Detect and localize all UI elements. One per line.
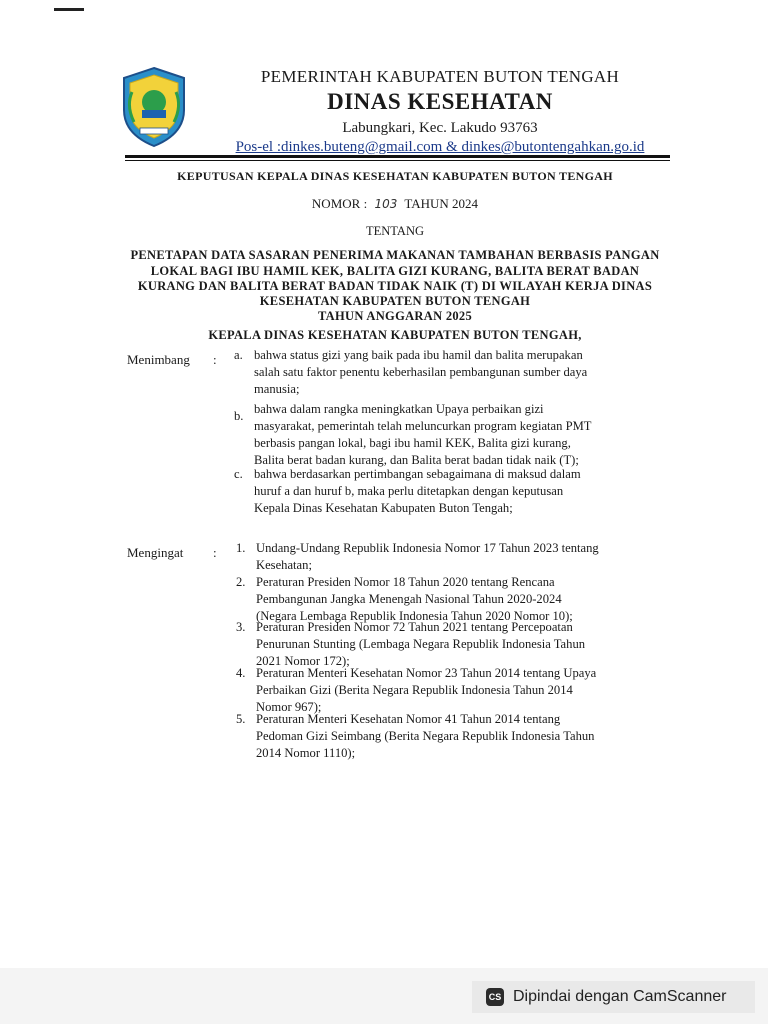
item-mark: 1. — [236, 541, 246, 555]
item-mark: 4. — [236, 666, 246, 680]
subject-line: TAHUN ANGGARAN 2025 — [317, 309, 473, 323]
item-line: Pembangunan Jangka Menengah Nasional Tahun 2020-2024 — [256, 592, 562, 606]
agency-address: Labungkari, Kec. Lakudo 93763 — [342, 120, 538, 136]
letterhead-divider-thin — [125, 160, 670, 161]
regency-logo-icon — [118, 66, 190, 148]
item-line: (Negara Lembaga Republik Indonesia Tahun 2020 Nomor 10); — [256, 609, 573, 623]
decree-year: TAHUN 2024 — [404, 196, 479, 211]
item-line: Balita berat badan kurang, dan Balita berat badan tidak naik (T); — [254, 453, 579, 467]
mengingat-colon: : — [213, 545, 217, 560]
item-line: Pedoman Gizi Seimbang (Berita Negara Republik Indonesia Tahun — [256, 729, 595, 743]
camscanner-watermark — [472, 981, 755, 1013]
menimbang-item — [234, 466, 664, 520]
item-line: Kesehatan; — [256, 558, 312, 572]
item-line: Peraturan Menteri Kesehatan Nomor 41 Tahun 2014 tentang — [256, 712, 561, 726]
government-name: PEMERINTAH KABUPATEN BUTON TENGAH — [260, 67, 620, 86]
menimbang-label: Menimbang — [127, 352, 190, 367]
official-title: KEPALA DINAS KESEHATAN KABUPATEN BUTON TENGAH, — [208, 328, 582, 342]
item-mark: 3. — [236, 620, 246, 634]
nomor-label: NOMOR : — [311, 196, 368, 211]
subject-line: LOKAL BAGI IBU HAMIL KEK, BALITA GIZI KURANG, BALITA BERAT BADAN — [150, 264, 640, 278]
menimbang-item — [234, 401, 664, 471]
decree-heading: KEPUTUSAN KEPALA DINAS KESEHATAN KABUPATEN BUTON TENGAH — [177, 169, 613, 183]
item-line: Peraturan Menteri Kesehatan Nomor 23 Tahun 2014 tentang Upaya — [256, 666, 597, 680]
item-line: berbasis pangan lokal, bagi ibu hamil KEK, Balita gizi kurang, — [254, 436, 571, 450]
item-line: Perbaikan Gizi (Berita Negara Republik Indonesia Tahun 2014 — [256, 683, 573, 697]
nomor-value: 103 — [374, 197, 398, 211]
item-line: Peraturan Presiden Nomor 18 Tahun 2020 tentang Rencana — [256, 575, 555, 589]
subject-line: KURANG DAN BALITA BERAT BADAN TIDAK NAIK (T) DI WILAYAH KERJA DINAS — [137, 279, 653, 293]
tentang-label: TENTANG — [365, 224, 424, 238]
agency-name: DINAS KESEHATAN — [327, 89, 553, 114]
item-line: 2014 Nomor 1110); — [256, 746, 356, 760]
item-line: manusia; — [254, 382, 300, 396]
item-line: 2021 Nomor 172); — [256, 654, 350, 668]
camscanner-icon: CS — [486, 988, 504, 1006]
mengingat-label: Mengingat — [127, 545, 184, 560]
item-line: bahwa dalam rangka meningkatkan Upaya perbaikan gizi — [254, 402, 544, 416]
subject-line: KESEHATAN KABUPATEN BUTON TENGAH — [259, 294, 531, 308]
item-line: bahwa berdasarkan pertimbangan sebagaimana di maksud dalam — [254, 467, 581, 481]
item-line: Kepala Dinas Kesehatan Kabupaten Buton Tengah; — [254, 501, 513, 515]
item-line: Nomor 967); — [256, 700, 322, 714]
item-mark: b. — [234, 409, 244, 423]
decree-number — [120, 196, 670, 212]
item-line: Undang-Undang Republik Indonesia Nomor 17 Tahun 2023 tentang — [256, 541, 599, 555]
item-line: bahwa status gizi yang baik pada ibu hamil dan balita merupakan — [254, 348, 583, 362]
item-line: huruf a dan huruf b, maka perlu ditetapkan dengan keputusan — [254, 484, 564, 498]
subject-line: PENETAPAN DATA SASARAN PENERIMA MAKANAN TAMBAHAN BERBASIS PANGAN — [130, 248, 660, 262]
item-line: Penurunan Stunting (Lembaga Negara Republik Indonesia Tahun — [256, 637, 586, 651]
mengingat-item — [236, 540, 666, 576]
item-mark: 2. — [236, 575, 246, 589]
menimbang-item — [234, 347, 664, 401]
scan-edge-mark — [54, 8, 84, 11]
menimbang-colon: : — [213, 352, 217, 367]
item-line: masyarakat, pemerintah telah meluncurkan program kegiatan PMT — [254, 419, 592, 433]
letterhead — [205, 66, 675, 157]
item-line: Peraturan Presiden Nomor 72 Tahun 2021 tentang Percepoatan — [256, 620, 573, 634]
item-mark: 5. — [236, 712, 246, 726]
item-line: salah satu faktor penentu keberhasilan pembangunan sumber daya — [254, 365, 588, 379]
camscanner-label: Dipindai dengan CamScanner — [513, 988, 727, 1005]
agency-email-link[interactable]: Pos-el :dinkes.buteng@gmail.com & dinkes@butontengahkan.go.id — [235, 139, 645, 155]
item-mark: a. — [234, 348, 243, 362]
letterhead-divider-thick — [125, 155, 670, 158]
mengingat-item — [236, 711, 666, 765]
item-mark: c. — [234, 467, 243, 481]
